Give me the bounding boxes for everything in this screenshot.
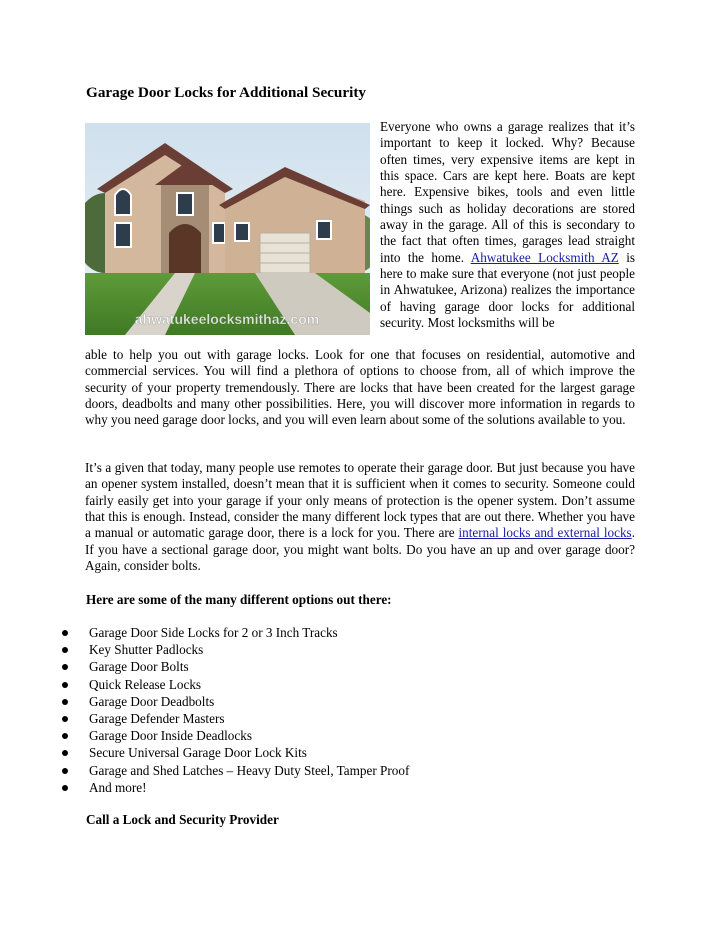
opener-paragraph [85,460,635,574]
list-item: Garage and Shed Latches – Heavy Duty Steel, Tamper Proof [0,762,409,779]
bullet-icon [62,647,68,653]
bullet-icon [62,768,68,774]
list-item: Key Shutter Padlocks [0,641,409,658]
opener-text: It’s a given that today, many people use remotes to operate their garage door. But just because you have an opener system installed, doesn’t mean that it is sufficient when it comes to security. Someone could fairly easily get into your garage if your only means of protection is the opener system. Don’t assume that this is enough. Instead, consider the many different lock types that are out there. Whether you have a manual or automatic garage door, there is a lock for you. There are [85,460,635,541]
closing-heading: Call a Lock and Security Provider [86,812,279,827]
intro-text-after-link: is here to make sure that everyone (not just people in Ahwatukee, Arizona) realizes the importance of having garage door locks for additional security. Most locksmiths will be [380,249,635,331]
bullet-icon [62,716,68,722]
list-item: Garage Door Inside Deadlocks [0,727,409,744]
list-item: Quick Release Locks [0,676,409,693]
list-item: Garage Door Side Locks for 2 or 3 Inch Tracks [0,624,409,641]
list-item: And more! [0,779,409,796]
list-item: Garage Door Deadbolts [0,693,409,710]
options-heading: Here are some of the many different options out there: [86,592,392,607]
bullet-icon [62,664,68,670]
intro-text: Everyone who owns a garage realizes that it’s important to keep it locked. Why? Because often times, very expensive items are kept in this space. Cars are kept here. Boats are kept here. Expensive bikes, tools and even little things such as holiday decorations are stored away in the garage. All of this is secondary to the fact that often times, garages lead straight into the home. [380,119,635,265]
ahwatukee-locksmith-link[interactable]: Ahwatukee Locksmith AZ [470,249,619,265]
bullet-icon [62,785,68,791]
photo-watermark: ahwatukeelocksmithaz.com [134,311,320,327]
opener-text-after-link: . If you have a sectional garage door, you might want bolts. Do you have an up and over garage door? Again, consider bolts. [85,525,635,574]
bullet-icon [62,699,68,705]
intro-paragraph-continued: able to help you out with garage locks. Look for one that focuses on residential, automotive and commercial services. You will find a plethora of options to choose from, all of which improve the security of your property tremendously. There are locks that have been created for the largest garage doors, deadbolts and many other possibilities. Here, you will discover more information in regards to why you need garage door locks, and you will even learn about some of the solutions available to you. [85,347,635,428]
bullet-icon [62,630,68,636]
bullet-icon [62,750,68,756]
list-item: Garage Defender Masters [0,710,409,727]
bullet-icon [62,733,68,739]
list-item: Garage Door Bolts [0,658,409,675]
list-item: Secure Universal Garage Door Lock Kits [0,744,409,761]
intro-paragraph-wrapped [380,119,635,331]
house-photo [85,123,370,335]
page-title: Garage Door Locks for Additional Security [86,84,366,101]
options-list [0,624,409,796]
internal-external-locks-link[interactable]: internal locks and external locks [458,525,632,541]
bullet-icon [62,682,68,688]
